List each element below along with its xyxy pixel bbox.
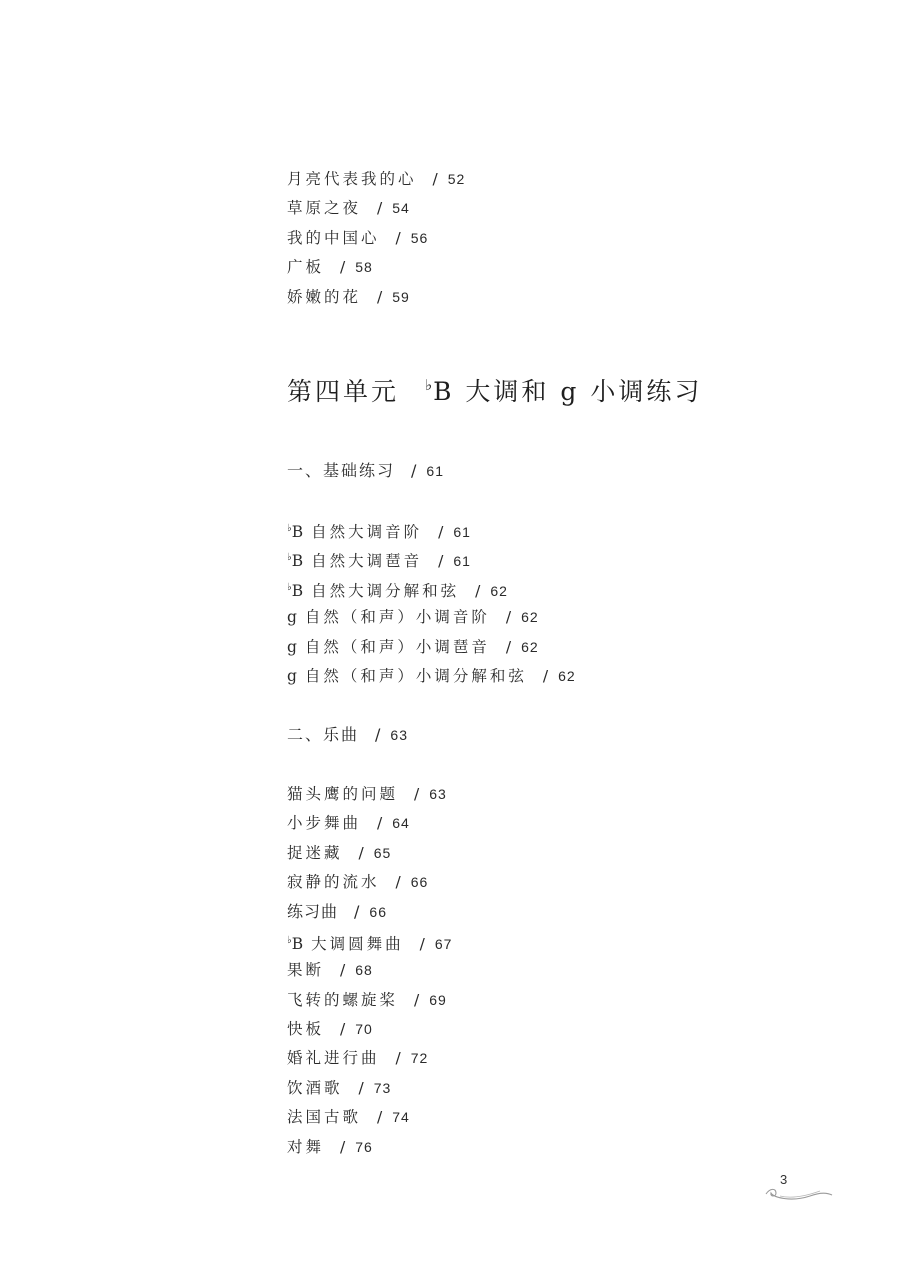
flat-symbol: ♭ <box>287 935 292 946</box>
entry-title: 对舞 <box>287 1138 325 1156</box>
separator: / <box>358 844 364 862</box>
flat-symbol: ♭ <box>287 523 292 534</box>
entry-title: 练习曲 <box>287 902 339 921</box>
toc-entry[interactable] <box>287 1107 410 1127</box>
separator: / <box>542 667 549 685</box>
toc-entry[interactable] <box>287 637 539 657</box>
toc-entry[interactable] <box>287 1137 373 1157</box>
entry-page: 54 <box>392 200 410 216</box>
entry-page: 63 <box>429 786 447 802</box>
entry-key: B <box>291 552 304 571</box>
entry-title: 自然（和声）小调分解和弦 <box>304 667 527 685</box>
entry-title: 自然大调分解和弦 <box>311 582 460 601</box>
toc-entry[interactable] <box>287 198 410 218</box>
separator: / <box>377 1108 383 1126</box>
flat-symbol: ♭ <box>287 582 292 593</box>
entry-key: B <box>291 935 304 954</box>
separator: / <box>414 785 420 803</box>
entry-page: 59 <box>392 289 410 305</box>
part-title: 二、乐曲 <box>287 725 360 744</box>
entry-page: 62 <box>521 609 539 625</box>
entry-title: 自然（和声）小调音阶 <box>304 608 490 626</box>
part-heading[interactable] <box>287 461 444 481</box>
entry-title: 果断 <box>287 961 325 979</box>
separator: / <box>340 258 346 276</box>
separator: / <box>340 961 346 979</box>
entry-title: 寂静的流水 <box>287 873 380 891</box>
entry-title: 我的中国心 <box>287 229 380 247</box>
entry-key: g <box>287 608 297 626</box>
toc-entry[interactable] <box>287 872 428 892</box>
toc-entry[interactable] <box>287 902 387 922</box>
entry-page: 76 <box>355 1139 373 1155</box>
toc-entry[interactable] <box>287 1019 373 1039</box>
entry-page: 74 <box>392 1109 410 1125</box>
toc-entry[interactable] <box>287 578 508 601</box>
separator: / <box>505 638 512 656</box>
separator: / <box>358 1079 364 1097</box>
toc-entry[interactable] <box>287 813 410 833</box>
entry-title: 自然（和声）小调琶音 <box>304 638 490 656</box>
toc-entry[interactable] <box>287 666 576 686</box>
toc-entry[interactable] <box>287 1078 391 1098</box>
entry-page: 66 <box>410 874 429 890</box>
swirl-ornament-icon <box>762 1182 834 1204</box>
unit-key-major: B <box>433 377 455 406</box>
entry-title: 法国古歌 <box>287 1108 362 1126</box>
toc-entry[interactable] <box>287 843 391 863</box>
separator: / <box>377 199 383 217</box>
separator: / <box>395 229 401 247</box>
entry-page: 64 <box>392 815 410 831</box>
entry-page: 58 <box>355 259 373 275</box>
entry-title: 飞转的螺旋桨 <box>287 991 399 1009</box>
separator: / <box>340 1020 346 1038</box>
separator: / <box>340 1138 346 1156</box>
entry-title: 自然大调音阶 <box>311 523 423 542</box>
unit-text1: 大调和 <box>465 377 550 406</box>
entry-key: B <box>291 523 304 542</box>
entry-page: 73 <box>373 1080 392 1096</box>
toc-entry[interactable] <box>287 1048 428 1068</box>
entry-key: B <box>291 582 304 601</box>
separator: / <box>432 170 438 188</box>
entry-page: 72 <box>410 1050 429 1066</box>
separator: / <box>475 582 481 601</box>
entry-page: 56 <box>410 230 429 246</box>
separator: / <box>354 902 360 921</box>
flat-symbol: ♭ <box>425 376 433 395</box>
toc-entry[interactable] <box>287 519 471 542</box>
page-number: 3 <box>780 1172 788 1187</box>
entry-title: 娇嫩的花 <box>287 288 362 306</box>
entry-page: 62 <box>521 639 539 655</box>
entry-title: 小步舞曲 <box>287 814 362 832</box>
separator: / <box>375 725 381 744</box>
toc-entry[interactable] <box>287 960 373 980</box>
entry-title: 广板 <box>287 258 325 276</box>
toc-entry[interactable] <box>287 931 452 954</box>
entry-title: 月亮代表我的心 <box>287 170 417 188</box>
entry-page: 69 <box>429 992 447 1008</box>
toc-entry[interactable] <box>287 990 447 1010</box>
entry-page: 52 <box>447 171 466 187</box>
separator: / <box>411 461 417 480</box>
separator: / <box>377 814 383 832</box>
part-page: 61 <box>426 463 444 479</box>
part-page: 63 <box>390 727 408 743</box>
entry-title: 大调圆舞曲 <box>311 935 404 954</box>
entry-page: 61 <box>453 553 471 570</box>
toc-entry[interactable] <box>287 228 428 248</box>
unit-label: 第四单元 <box>287 377 400 406</box>
entry-page: 62 <box>490 583 508 600</box>
entry-title: 猫头鹰的问题 <box>287 785 399 803</box>
unit-heading <box>287 372 702 408</box>
separator: / <box>414 991 420 1009</box>
toc-entry[interactable] <box>287 169 465 189</box>
entry-title: 草原之夜 <box>287 199 362 217</box>
separator: / <box>395 873 401 891</box>
unit-text2: 小调练习 <box>590 377 703 406</box>
part-title: 一、基础练习 <box>287 461 396 480</box>
toc-entry[interactable] <box>287 257 373 277</box>
entry-page: 66 <box>369 904 387 920</box>
entry-page: 65 <box>373 845 392 861</box>
entry-title: 快板 <box>287 1020 325 1038</box>
separator: / <box>377 288 383 306</box>
separator: / <box>395 1049 401 1067</box>
separator: / <box>438 523 444 542</box>
entry-page: 70 <box>355 1021 373 1037</box>
separator: / <box>505 608 512 626</box>
flat-symbol: ♭ <box>287 552 292 563</box>
toc-entry[interactable] <box>287 287 410 307</box>
entry-key: g <box>287 638 297 656</box>
entry-page: 67 <box>434 936 453 953</box>
entry-title: 捉迷藏 <box>287 844 343 862</box>
unit-key-minor: g <box>560 377 580 406</box>
part-heading[interactable] <box>287 725 408 745</box>
separator: / <box>419 935 425 954</box>
separator: / <box>438 552 444 571</box>
entry-title: 自然大调琶音 <box>311 552 423 571</box>
toc-entry[interactable] <box>287 548 471 571</box>
entry-page: 68 <box>355 962 373 978</box>
entry-page: 62 <box>558 668 576 684</box>
entry-page: 61 <box>453 524 471 541</box>
entry-title: 饮酒歌 <box>287 1079 343 1097</box>
entry-title: 婚礼进行曲 <box>287 1049 380 1067</box>
toc-entry[interactable] <box>287 607 539 627</box>
entry-key: g <box>287 667 297 685</box>
toc-entry[interactable] <box>287 784 447 804</box>
